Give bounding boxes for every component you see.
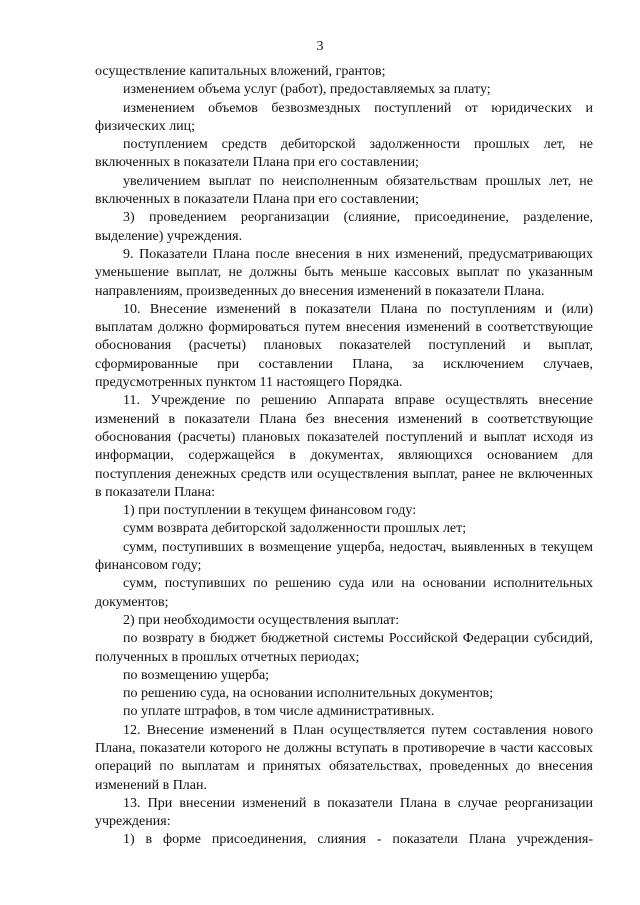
- paragraph: 10. Внесение изменений в показатели Плана по поступлениям и (или) выплатам должно формироваться путем внесения изменений в соответствующие обоснования (расчеты) плановых показателей поступлений и выплат, сформированные при составлении Плана, за исключением случаев, предусмотренных пунктом 11 настоящего Порядка.: [95, 301, 593, 391]
- paragraph: 3) проведением реорганизации (слияние, присоединение, разделение, выделение) учреждения.: [95, 210, 593, 244]
- paragraph: по возврату в бюджет бюджетной системы Российской Федерации субсидий, полученных в прошлых отчетных периодах;: [95, 631, 593, 665]
- paragraph: 11. Учреждение по решению Аппарата вправе осуществлять внесение изменений в показатели Плана без внесения изменений в соответствующие обоснования (расчеты) плановых показателей поступлений и выплат исходя из информации, содержащейся в документах, являющихся основанием для поступления денежных средств или осуществления выплат, ранее не включенных в показатели Плана:: [95, 393, 593, 500]
- paragraph: 13. При внесении изменений в показатели Плана в случае реорганизации учреждения:: [95, 795, 593, 830]
- paragraph: изменением объема услуг (работ), предоставляемых за плату;: [123, 82, 491, 98]
- paragraph: по уплате штрафов, в том числе административных.: [123, 704, 435, 720]
- paragraph: 9. Показатели Плана после внесения в них изменений, предусматривающих уменьшение выплат, не должны быть меньше кассовых выплат по указанным направлениям, произведенных до внесения изменений в показатели Плана.: [95, 246, 593, 299]
- paragraph: сумм, поступивших в возмещение ущерба, недостач, выявленных в текущем финансовом году;: [95, 539, 593, 574]
- paragraph: изменением объемов безвозмездных поступлений от юридических и физических лиц;: [95, 100, 593, 134]
- paragraph: поступлением средств дебиторской задолженности прошлых лет, не включенных в показатели Плана при его составлении;: [95, 137, 593, 171]
- paragraph: по решению суда, на основании исполнительных документов;: [123, 686, 494, 702]
- page-number: 3: [316, 39, 324, 54]
- paragraph: увеличением выплат по неисполненным обязательствам прошлых лет, не включенных в показатели Плана при его составлении;: [95, 173, 593, 208]
- paragraph: 2) при необходимости осуществления выплат:: [123, 612, 400, 628]
- paragraph: сумм возврата дебиторской задолженности прошлых лет;: [123, 521, 467, 537]
- paragraph: осуществление капитальных вложений, грантов;: [95, 64, 386, 79]
- paragraph: сумм, поступивших по решению суда или на основании исполнительных документов;: [95, 576, 593, 610]
- paragraph: 1) при поступлении в текущем финансовом году:: [123, 503, 417, 519]
- document-body: [95, 63, 593, 850]
- paragraph: 1) в форме присоединения, слияния - показатели Плана учреждения-: [123, 832, 593, 848]
- paragraph: 12. Внесение изменений в План осуществляется путем составления нового Плана, показатели которого не должны вступать в противоречие в части кассовых операций по выплатам и принятых обязательствах, проведенных до внесения изменений в План.: [95, 722, 593, 793]
- paragraph: по возмещению ущерба;: [123, 667, 270, 683]
